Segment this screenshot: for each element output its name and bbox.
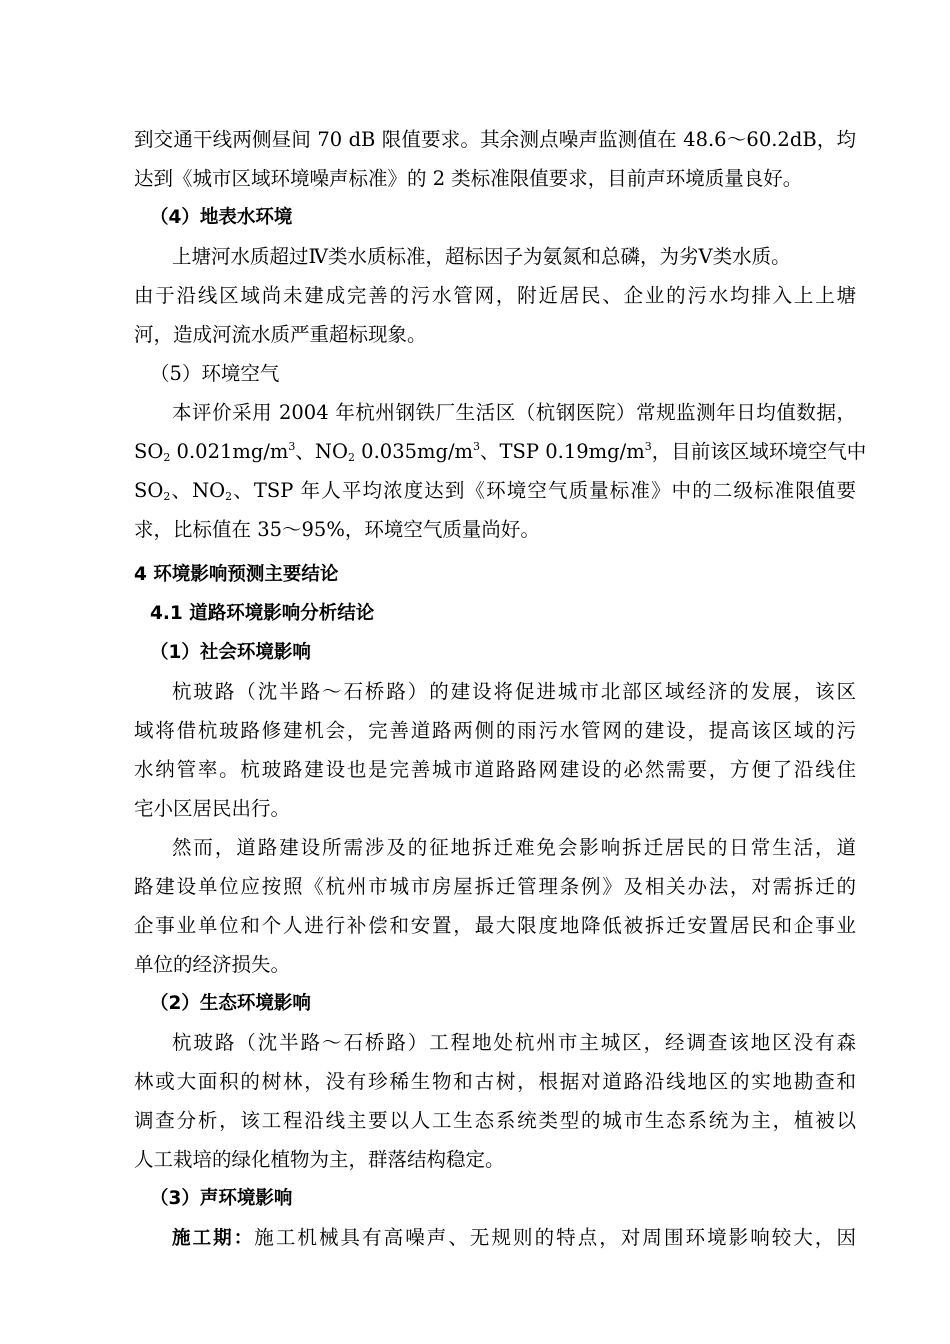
section-heading-4-1: 4.1 道路环境影响分析结论	[150, 603, 375, 624]
subscript: 2	[163, 451, 171, 464]
paragraph-line: 路建设单位应按照《杭州市城市房屋拆迁管理条例》及相关办法，对需拆迁的	[134, 875, 856, 898]
text-span: SO	[134, 440, 164, 463]
subheading-social: （1）社会环境影响	[150, 642, 311, 663]
text-span: 施工机械具有高噪声、无规则的特点，对周围环境影响较大，因	[254, 1226, 856, 1249]
paragraph-line-pollutants	[134, 477, 856, 505]
paragraph-line: 本评价采用 2004 年杭州钢铁厂生活区（杭钢医院）常规监测年日均值数据，	[172, 401, 856, 424]
paragraph-line: 然而，道路建设所需涉及的征地拆迁难免会影响拆迁居民的日常生活，道	[172, 836, 856, 859]
subscript: 2	[225, 490, 233, 503]
paragraph-line: 上塘河水质超过Ⅳ类水质标准，超标因子为氨氮和总磷，为劣Ⅴ类水质。	[172, 245, 791, 268]
paragraph-line: 求，比标值在 35～95%，环境空气质量尚好。	[134, 518, 540, 541]
paragraph-line-concentrations	[134, 438, 867, 466]
paragraph-line: 由于沿线区域尚未建成完善的污水管网，附近居民、企业的污水均排入上上塘	[134, 284, 856, 307]
paragraph-line: 河，造成河流水质严重超标现象。	[134, 323, 427, 346]
subscript: 2	[347, 451, 355, 464]
paragraph-line: 域将借杭玻路修建机会，完善道路两侧的雨污水管网的建设，提高该区域的污	[134, 719, 856, 742]
subheading-surface-water: （4）地表水环境	[150, 207, 293, 228]
text-span: 0.021mg/m	[170, 440, 289, 463]
paragraph-line: 调查分析，该工程沿线主要以人工生态系统类型的城市生态系统为主，植被以	[134, 1109, 856, 1132]
text-span: 0.035mg/m	[354, 440, 474, 463]
text-span: ，目前该区域环境空气中	[651, 440, 867, 463]
text-span: 、TSP 年人平均浓度达到《环境空气质量标准》中的二级标准限值要	[232, 479, 856, 502]
subheading-ecology: （2）生态环境影响	[150, 993, 311, 1014]
paragraph-line: 宅小区居民出行。	[134, 797, 291, 820]
superscript: 3	[473, 440, 481, 453]
text-span: 、NO	[170, 479, 226, 502]
paragraph-line: 达到《城市区域环境噪声标准》的 2 类标准限值要求，目前声环境质量良好。	[134, 167, 803, 190]
paragraph-line: 到交通干线两侧昼间 70 dB 限值要求。其余测点噪声监测值在 48.6～60.2dB，均	[134, 128, 856, 151]
bold-lead-label: 施工期：	[172, 1228, 255, 1249]
subheading-ambient-air: （5）环境空气	[150, 362, 280, 385]
paragraph-line: 企事业单位和个人进行补偿和安置，最大限度地降低被拆迁安置居民和企事业	[134, 914, 856, 937]
paragraph-line: 杭玻路（沈半路～石桥路）工程地处杭州市主城区，经调查该地区没有森	[172, 1031, 856, 1054]
section-heading-4: 4 环境影响预测主要结论	[134, 564, 339, 585]
paragraph-line: 杭玻路（沈半路～石桥路）的建设将促进城市北部区域经济的发展，该区	[172, 680, 856, 703]
paragraph-line: 水纳管率。杭玻路建设也是完善城市道路路网建设的必然需要，方便了沿线住	[134, 758, 856, 781]
paragraph-line: 林或大面积的树林，没有珍稀生物和古树，根据对道路沿线地区的实地勘查和	[134, 1070, 856, 1093]
text-span: SO	[134, 479, 164, 502]
subheading-noise: （3）声环境影响	[150, 1188, 293, 1209]
text-span: 、TSP 0.19mg/m	[480, 440, 645, 463]
paragraph-line: 人工栽培的绿化植物为主，群落结构稳定。	[134, 1148, 505, 1171]
superscript: 3	[288, 440, 296, 453]
text-span: 、NO	[295, 440, 348, 463]
subscript: 2	[163, 490, 171, 503]
superscript: 3	[644, 440, 652, 453]
paragraph-line-construction	[172, 1224, 856, 1253]
paragraph-line: 单位的经济损失。	[134, 953, 291, 976]
